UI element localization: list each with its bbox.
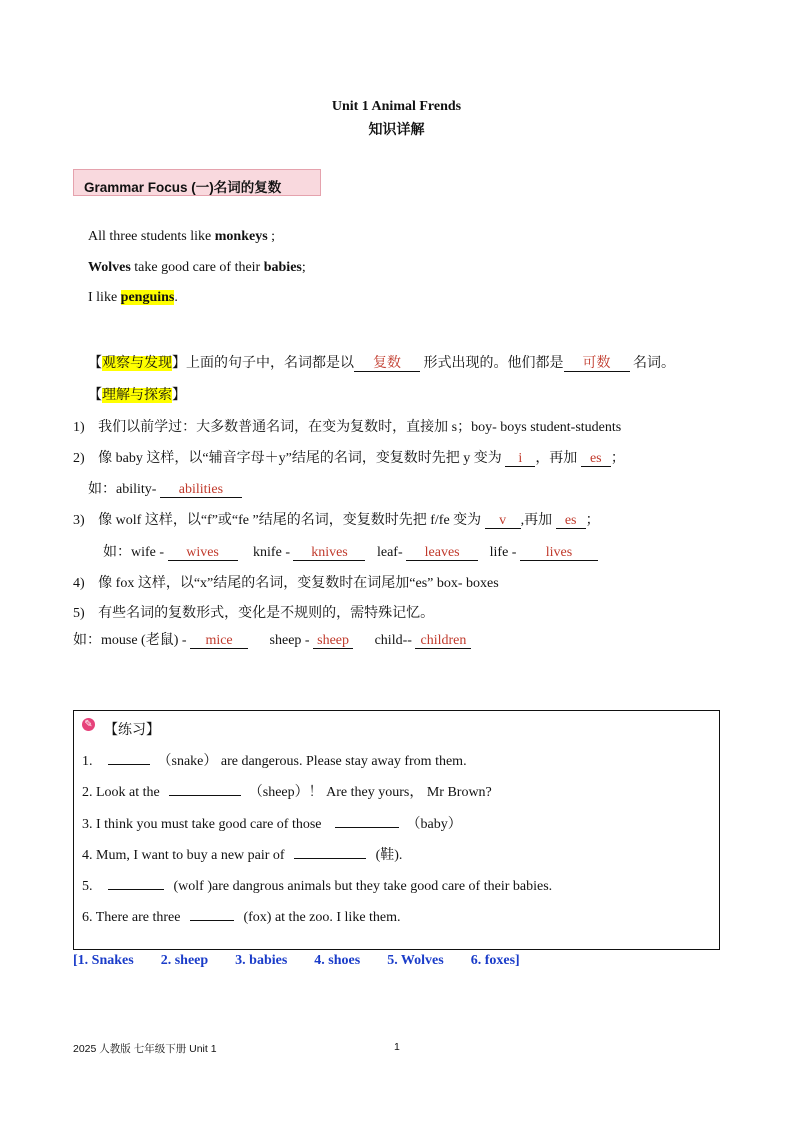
- answer-key: [73, 953, 520, 969]
- rule-1-number: 1): [73, 420, 85, 435]
- observe-tag: 观察与发现: [102, 356, 172, 371]
- rule-2-answer-2: es: [581, 451, 611, 467]
- q5-text: (wolf )are dangrous animals but they take good care of their babies.: [173, 879, 553, 894]
- exercise-bullet-icon: ✎: [82, 718, 95, 731]
- rule-2-example-answer: abilities: [160, 482, 242, 498]
- observe-text-1: 上面的句子中，名词都是以: [186, 356, 354, 371]
- rule-2-example: [88, 478, 242, 498]
- rule-2: [73, 447, 625, 467]
- rule-2-number: 2): [73, 451, 85, 466]
- exercise-question-5: [82, 875, 552, 895]
- observe-text-2: 形式出现的。他们都是: [420, 356, 564, 371]
- rule-3-text-2: ,再加: [520, 513, 556, 528]
- exercise-title: 【练习】: [104, 723, 160, 738]
- example-1-keyword: monkeys: [214, 229, 268, 244]
- bracket-close: 】: [172, 356, 186, 371]
- rule-5-example: [73, 629, 471, 649]
- observe-answer-1: 复数: [354, 356, 420, 372]
- rule-2-text-2: ，再加: [535, 451, 581, 466]
- q6-text-2: (fox) at the zoo. I like them.: [243, 910, 401, 925]
- rule-3-example-text-3: leaf-: [376, 545, 407, 560]
- observe-line: [88, 352, 675, 372]
- exercise-question-6: [82, 906, 401, 926]
- q4-text-1: 4. Mum, I want to buy a new pair of: [82, 848, 285, 863]
- observe-text-3: 名词。: [629, 356, 675, 371]
- q2-blank[interactable]: [169, 781, 241, 796]
- rule-2-text-1: 像 baby 这样，以“辅音字母＋y”结尾的名词，变复数时先把 y 变为: [98, 451, 506, 466]
- rule-3: [73, 509, 600, 529]
- q3-text-1: 3. I think you must take good care of those: [82, 817, 322, 832]
- rule-2-text-3: ；: [610, 451, 625, 466]
- example-2-keyword-2: babies: [263, 260, 302, 275]
- rule-3-example-answer-3: leaves: [406, 545, 478, 561]
- exercise-question-4: [82, 844, 402, 864]
- q2-text-2: （sheep）！ Are they yours， Mr Brown?: [248, 785, 492, 800]
- rule-5-example-answer-2: sheep: [313, 633, 353, 649]
- rule-5-example-answer-1: mice: [190, 633, 248, 649]
- rule-3-text-3: ；: [585, 513, 600, 528]
- answer-4: 4. shoes: [314, 953, 361, 968]
- example-2-keyword-1: Wolves: [88, 260, 131, 275]
- rule-5-example-text-3: child--: [374, 633, 416, 648]
- example-2-text: take good care of their: [130, 260, 264, 275]
- understand-tag: 理解与探索: [102, 388, 172, 403]
- answer-3: 3. babies: [235, 953, 288, 968]
- exercise-question-1: [82, 750, 467, 770]
- page-title: Unit 1 Animal Frends: [331, 99, 462, 114]
- page-subtitle: 知识详解: [368, 123, 425, 138]
- rule-3-answer-2: es: [556, 513, 586, 529]
- q5-number: 5.: [82, 879, 93, 894]
- bracket-open: 【: [88, 388, 102, 403]
- rule-3-example-text-2: knife -: [253, 545, 294, 560]
- rule-3-example-answer-1: wives: [168, 545, 238, 561]
- example-3-keyword: penguins: [120, 290, 175, 305]
- rule-5-example-answer-3: children: [415, 633, 471, 649]
- rule-5-example-text-1: 如：mouse (老鼠) -: [73, 633, 191, 648]
- exercise-question-2: [82, 781, 492, 801]
- rule-5-number: 5): [73, 606, 85, 621]
- q5-blank[interactable]: [108, 875, 164, 890]
- rule-2-example-text: 如：ability-: [88, 482, 160, 497]
- rule-3-answer-1: v: [485, 513, 521, 529]
- grammar-focus-label: Grammar Focus (一)名词的复数: [84, 180, 282, 195]
- example-2-end: ;: [301, 260, 306, 275]
- answer-bracket-open: [: [73, 953, 78, 968]
- q6-blank[interactable]: [190, 906, 234, 921]
- rule-3-example-answer-2: knives: [293, 545, 365, 561]
- answer-5: 5. Wolves: [387, 953, 444, 968]
- grammar-focus-box: [73, 169, 321, 196]
- example-1-end: ;: [267, 229, 276, 244]
- q2-text-1: 2. Look at the: [82, 785, 160, 800]
- example-3-text: I like: [88, 290, 121, 305]
- rule-4: [73, 572, 499, 592]
- bracket-close: 】: [172, 388, 186, 403]
- q3-blank[interactable]: [335, 813, 399, 828]
- rule-4-number: 4): [73, 576, 85, 591]
- rule-1: [73, 416, 621, 436]
- footer-text: 2025 人教版 七年级下册 Unit 1: [73, 1043, 217, 1055]
- rule-3-example-text-4: life -: [489, 545, 520, 560]
- q1-text: （snake） are dangerous. Please stay away from them.: [157, 754, 467, 769]
- q4-text-2: (鞋).: [375, 848, 403, 863]
- answer-2: 2. sheep: [160, 953, 209, 968]
- bracket-open: 【: [88, 356, 102, 371]
- rule-3-example-answer-4: lives: [520, 545, 598, 561]
- exercise-question-3: [82, 813, 462, 833]
- rule-5-example-text-2: sheep -: [269, 633, 314, 648]
- example-3-end: .: [174, 290, 178, 305]
- page-number: 1: [394, 1041, 400, 1053]
- exercise-box: [73, 710, 720, 950]
- answer-6: 6. foxes: [470, 953, 516, 968]
- rule-3-number: 3): [73, 513, 85, 528]
- rule-5: [73, 602, 434, 622]
- example-line-2: [88, 260, 306, 276]
- observe-answer-2: 可数: [564, 356, 630, 372]
- q4-blank[interactable]: [294, 844, 366, 859]
- rule-2-answer-1: i: [505, 451, 535, 467]
- rule-5-text: 有些名词的复数形式，变化是不规则的，需特殊记忆。: [98, 606, 435, 621]
- q1-number: 1.: [82, 754, 93, 769]
- q3-text-2: （baby）: [406, 817, 462, 832]
- example-line-1: [88, 229, 275, 245]
- rule-1-text: 我们以前学过：大多数普通名词，在变为复数时，直接加 s；boy- boys student-students: [98, 420, 622, 435]
- q6-text-1: 6. There are three: [82, 910, 181, 925]
- answer-1: 1. Snakes: [77, 953, 134, 968]
- answer-bracket-close: ]: [515, 953, 520, 968]
- q1-blank[interactable]: [108, 750, 150, 765]
- understand-line: [88, 384, 186, 404]
- rule-3-text-1: 像 wolf 这样，以“f”或“fe ”结尾的名词，变复数时先把 f/fe 变为: [98, 513, 485, 528]
- rule-4-text: 像 fox 这样，以“x”结尾的名词，变复数时在词尾加“es” box- boxes: [98, 576, 499, 591]
- rule-3-example: [103, 541, 598, 561]
- example-line-3: [88, 290, 178, 306]
- example-1-text: All three students like: [88, 229, 215, 244]
- rule-3-example-text-1: 如：wife -: [103, 545, 168, 560]
